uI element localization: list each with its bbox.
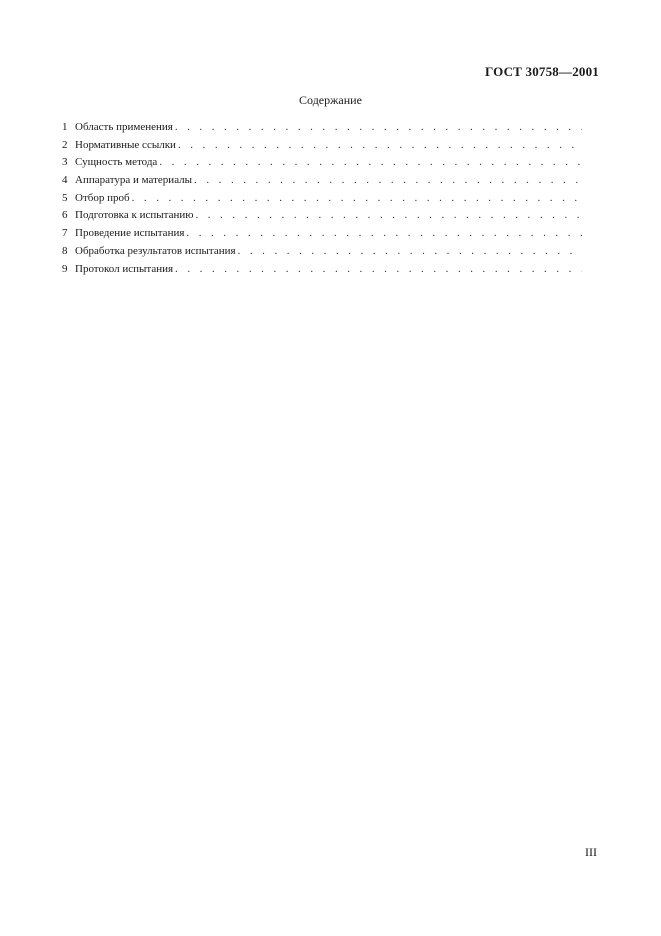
toc-item-number: 9: [62, 262, 68, 275]
toc-dot-leader: [175, 119, 582, 137]
toc-item[interactable]: [62, 207, 582, 225]
standard-code: ГОСТ 30758—2001: [484, 64, 599, 79]
toc-dot-leader: [194, 172, 582, 190]
toc-item-number: 1: [62, 121, 68, 133]
toc-item[interactable]: [62, 154, 582, 172]
toc-title: Содержание: [299, 93, 362, 107]
toc-item-number: 2: [62, 138, 68, 151]
toc-dot-leader: [132, 190, 582, 208]
toc-item-label: Обработка результатов испытания: [75, 244, 236, 257]
toc-item[interactable]: [62, 119, 582, 137]
toc-item[interactable]: [62, 172, 582, 190]
toc-item[interactable]: [62, 190, 582, 208]
toc-dot-leader: [238, 243, 582, 261]
toc-item-label: Отбор проб: [75, 191, 130, 204]
toc-item-number: 8: [62, 244, 68, 257]
toc-item-label: Нормативные ссылки: [75, 138, 176, 151]
toc-item-number: 3: [62, 156, 68, 169]
toc-item-label: Протокол испытания: [75, 262, 174, 275]
toc-dot-leader: [178, 137, 582, 155]
toc-item-label: Подготовка к испытанию: [75, 209, 194, 222]
toc-item[interactable]: [62, 225, 582, 243]
toc-item[interactable]: [62, 243, 582, 261]
toc-item-number: 7: [62, 227, 68, 240]
toc-item[interactable]: [62, 261, 582, 279]
toc-item-label: Область применения: [75, 121, 173, 133]
toc-item[interactable]: [62, 137, 582, 155]
toc-item-label: Проведение испытания: [75, 227, 185, 240]
page-number: III: [585, 845, 597, 859]
toc-dot-leader: [195, 207, 582, 225]
toc-dot-leader: [175, 261, 582, 279]
table-of-contents: [62, 119, 582, 278]
toc-item-number: 6: [62, 209, 68, 222]
toc-item-label: Аппаратура и материалы: [75, 174, 193, 187]
toc-dot-leader: [159, 154, 582, 172]
toc-item-number: 5: [62, 191, 68, 204]
toc-item-label: Сущность метода: [75, 156, 158, 169]
toc-item-number: 4: [62, 174, 68, 187]
toc-dot-leader: [186, 225, 582, 243]
